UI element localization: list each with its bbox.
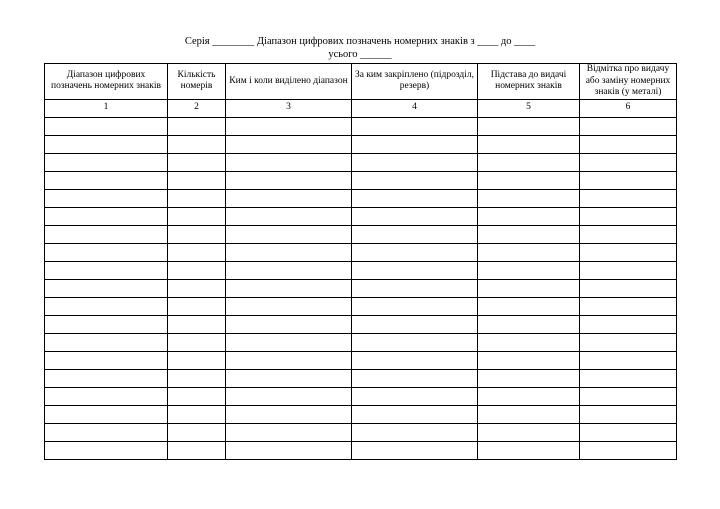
table-cell bbox=[478, 351, 580, 369]
table-row bbox=[45, 153, 677, 171]
table-cell bbox=[352, 279, 478, 297]
table-row bbox=[45, 351, 677, 369]
table-cell bbox=[580, 315, 677, 333]
table-cell bbox=[580, 189, 677, 207]
table-cell bbox=[580, 387, 677, 405]
table-cell bbox=[226, 279, 352, 297]
table-cell bbox=[45, 153, 168, 171]
table-cell bbox=[168, 225, 226, 243]
table-cell bbox=[45, 315, 168, 333]
table-cell bbox=[226, 225, 352, 243]
table-cell bbox=[352, 189, 478, 207]
table-cell bbox=[226, 153, 352, 171]
table-cell bbox=[478, 369, 580, 387]
table-cell bbox=[580, 441, 677, 459]
table-cell bbox=[352, 405, 478, 423]
table-cell bbox=[352, 243, 478, 261]
table-cell bbox=[45, 135, 168, 153]
table-row bbox=[45, 405, 677, 423]
table-cell bbox=[45, 387, 168, 405]
table-cell bbox=[45, 405, 168, 423]
register-table bbox=[44, 63, 677, 460]
table-cell bbox=[226, 351, 352, 369]
table-cell bbox=[168, 369, 226, 387]
table-cell bbox=[478, 171, 580, 189]
table-cell bbox=[352, 333, 478, 351]
table-cell bbox=[168, 117, 226, 135]
table-cell bbox=[352, 441, 478, 459]
table-cell bbox=[168, 423, 226, 441]
table-cell bbox=[478, 387, 580, 405]
table-cell bbox=[580, 423, 677, 441]
column-header-basis: Підстава до видачі номерних знаків bbox=[478, 64, 580, 100]
table-cell bbox=[226, 243, 352, 261]
table-cell bbox=[352, 423, 478, 441]
table-row bbox=[45, 189, 677, 207]
table-cell bbox=[478, 207, 580, 225]
table-cell bbox=[45, 117, 168, 135]
table-row bbox=[45, 243, 677, 261]
table-row bbox=[45, 279, 677, 297]
table-cell bbox=[168, 189, 226, 207]
table-cell bbox=[168, 261, 226, 279]
table-cell bbox=[226, 423, 352, 441]
table-row bbox=[45, 315, 677, 333]
table-cell bbox=[45, 189, 168, 207]
form-header bbox=[0, 35, 720, 61]
table-cell bbox=[226, 189, 352, 207]
table-cell bbox=[226, 315, 352, 333]
table-cell bbox=[168, 297, 226, 315]
table-cell bbox=[580, 279, 677, 297]
table-cell bbox=[168, 153, 226, 171]
table-cell bbox=[352, 369, 478, 387]
table-cell bbox=[580, 351, 677, 369]
table-cell bbox=[352, 261, 478, 279]
table-cell bbox=[580, 243, 677, 261]
table-cell bbox=[226, 333, 352, 351]
column-number: 6 bbox=[580, 99, 677, 117]
table-cell bbox=[580, 369, 677, 387]
table-cell bbox=[226, 261, 352, 279]
table-cell bbox=[478, 135, 580, 153]
table-cell bbox=[352, 153, 478, 171]
table-cell bbox=[45, 369, 168, 387]
table-cell bbox=[226, 387, 352, 405]
table-cell bbox=[580, 153, 677, 171]
table-cell bbox=[580, 135, 677, 153]
table-cell bbox=[352, 117, 478, 135]
table-cell bbox=[478, 261, 580, 279]
column-number: 4 bbox=[352, 99, 478, 117]
table-header-row bbox=[45, 64, 677, 100]
table-cell bbox=[168, 333, 226, 351]
table-cell bbox=[478, 279, 580, 297]
table-cell bbox=[478, 441, 580, 459]
header-total-line: усього ______ bbox=[328, 49, 392, 60]
table-row bbox=[45, 333, 677, 351]
table-cell bbox=[45, 207, 168, 225]
column-number: 3 bbox=[226, 99, 352, 117]
table-cell bbox=[580, 405, 677, 423]
table-row bbox=[45, 387, 677, 405]
column-header-issue-mark: Відмітка про видачу або заміну номерних знаків (у металі) bbox=[580, 64, 677, 100]
column-number: 2 bbox=[168, 99, 226, 117]
column-header-allocated-by: Ким і коли виділено діапазон bbox=[226, 64, 352, 100]
table-cell bbox=[168, 387, 226, 405]
table-row bbox=[45, 441, 677, 459]
table-cell bbox=[226, 405, 352, 423]
table-cell bbox=[478, 225, 580, 243]
table-cell bbox=[168, 351, 226, 369]
table-cell bbox=[352, 225, 478, 243]
table-row bbox=[45, 171, 677, 189]
table-cell bbox=[352, 171, 478, 189]
table-cell bbox=[478, 153, 580, 171]
table-cell bbox=[45, 171, 168, 189]
header-series-range-line: Серія ________ Діапазон цифрових позначень номерних знаків з ____ до ____ bbox=[184, 36, 536, 47]
table-cell bbox=[45, 243, 168, 261]
table-cell bbox=[352, 351, 478, 369]
table-row bbox=[45, 369, 677, 387]
table-row bbox=[45, 117, 677, 135]
table-cell bbox=[45, 351, 168, 369]
table-cell bbox=[352, 207, 478, 225]
table-cell bbox=[168, 279, 226, 297]
table-cell bbox=[168, 171, 226, 189]
table-cell bbox=[226, 171, 352, 189]
table-cell bbox=[478, 297, 580, 315]
table-cell bbox=[478, 243, 580, 261]
column-header-assigned-to: За ким закріплено (підрозділ, резерв) bbox=[352, 64, 478, 100]
column-number: 1 bbox=[45, 99, 168, 117]
table-cell bbox=[352, 387, 478, 405]
table-cell bbox=[45, 261, 168, 279]
table-cell bbox=[478, 117, 580, 135]
table-cell bbox=[226, 117, 352, 135]
table-cell bbox=[45, 441, 168, 459]
table-cell bbox=[168, 441, 226, 459]
column-header-range: Діапазон цифрових позначень номерних знаків bbox=[45, 64, 168, 100]
table-cell bbox=[226, 369, 352, 387]
table-cell bbox=[45, 225, 168, 243]
table-cell bbox=[352, 297, 478, 315]
table-cell bbox=[352, 135, 478, 153]
table-cell bbox=[45, 423, 168, 441]
table-cell bbox=[478, 405, 580, 423]
table-row bbox=[45, 261, 677, 279]
table-row bbox=[45, 207, 677, 225]
table-cell bbox=[478, 189, 580, 207]
table-row bbox=[45, 225, 677, 243]
table-cell bbox=[226, 135, 352, 153]
table-cell bbox=[580, 171, 677, 189]
column-number-row bbox=[45, 99, 677, 117]
table-row bbox=[45, 135, 677, 153]
table-cell bbox=[580, 225, 677, 243]
table-cell bbox=[168, 243, 226, 261]
table-cell bbox=[478, 423, 580, 441]
table-cell bbox=[45, 297, 168, 315]
table-cell bbox=[580, 207, 677, 225]
table-cell bbox=[168, 207, 226, 225]
table-cell bbox=[478, 333, 580, 351]
table-row bbox=[45, 423, 677, 441]
table-cell bbox=[226, 441, 352, 459]
table-cell bbox=[580, 297, 677, 315]
table-cell bbox=[168, 135, 226, 153]
column-header-count: Кількість номерів bbox=[168, 64, 226, 100]
table-row bbox=[45, 297, 677, 315]
table-cell bbox=[580, 117, 677, 135]
table-cell bbox=[168, 315, 226, 333]
table-cell bbox=[580, 261, 677, 279]
table-cell bbox=[580, 333, 677, 351]
column-number: 5 bbox=[478, 99, 580, 117]
table-cell bbox=[168, 405, 226, 423]
table-cell bbox=[352, 315, 478, 333]
table-cell bbox=[226, 297, 352, 315]
table-cell bbox=[45, 333, 168, 351]
table-cell bbox=[226, 207, 352, 225]
table-cell bbox=[478, 315, 580, 333]
table-cell bbox=[45, 279, 168, 297]
table-body bbox=[45, 117, 677, 459]
